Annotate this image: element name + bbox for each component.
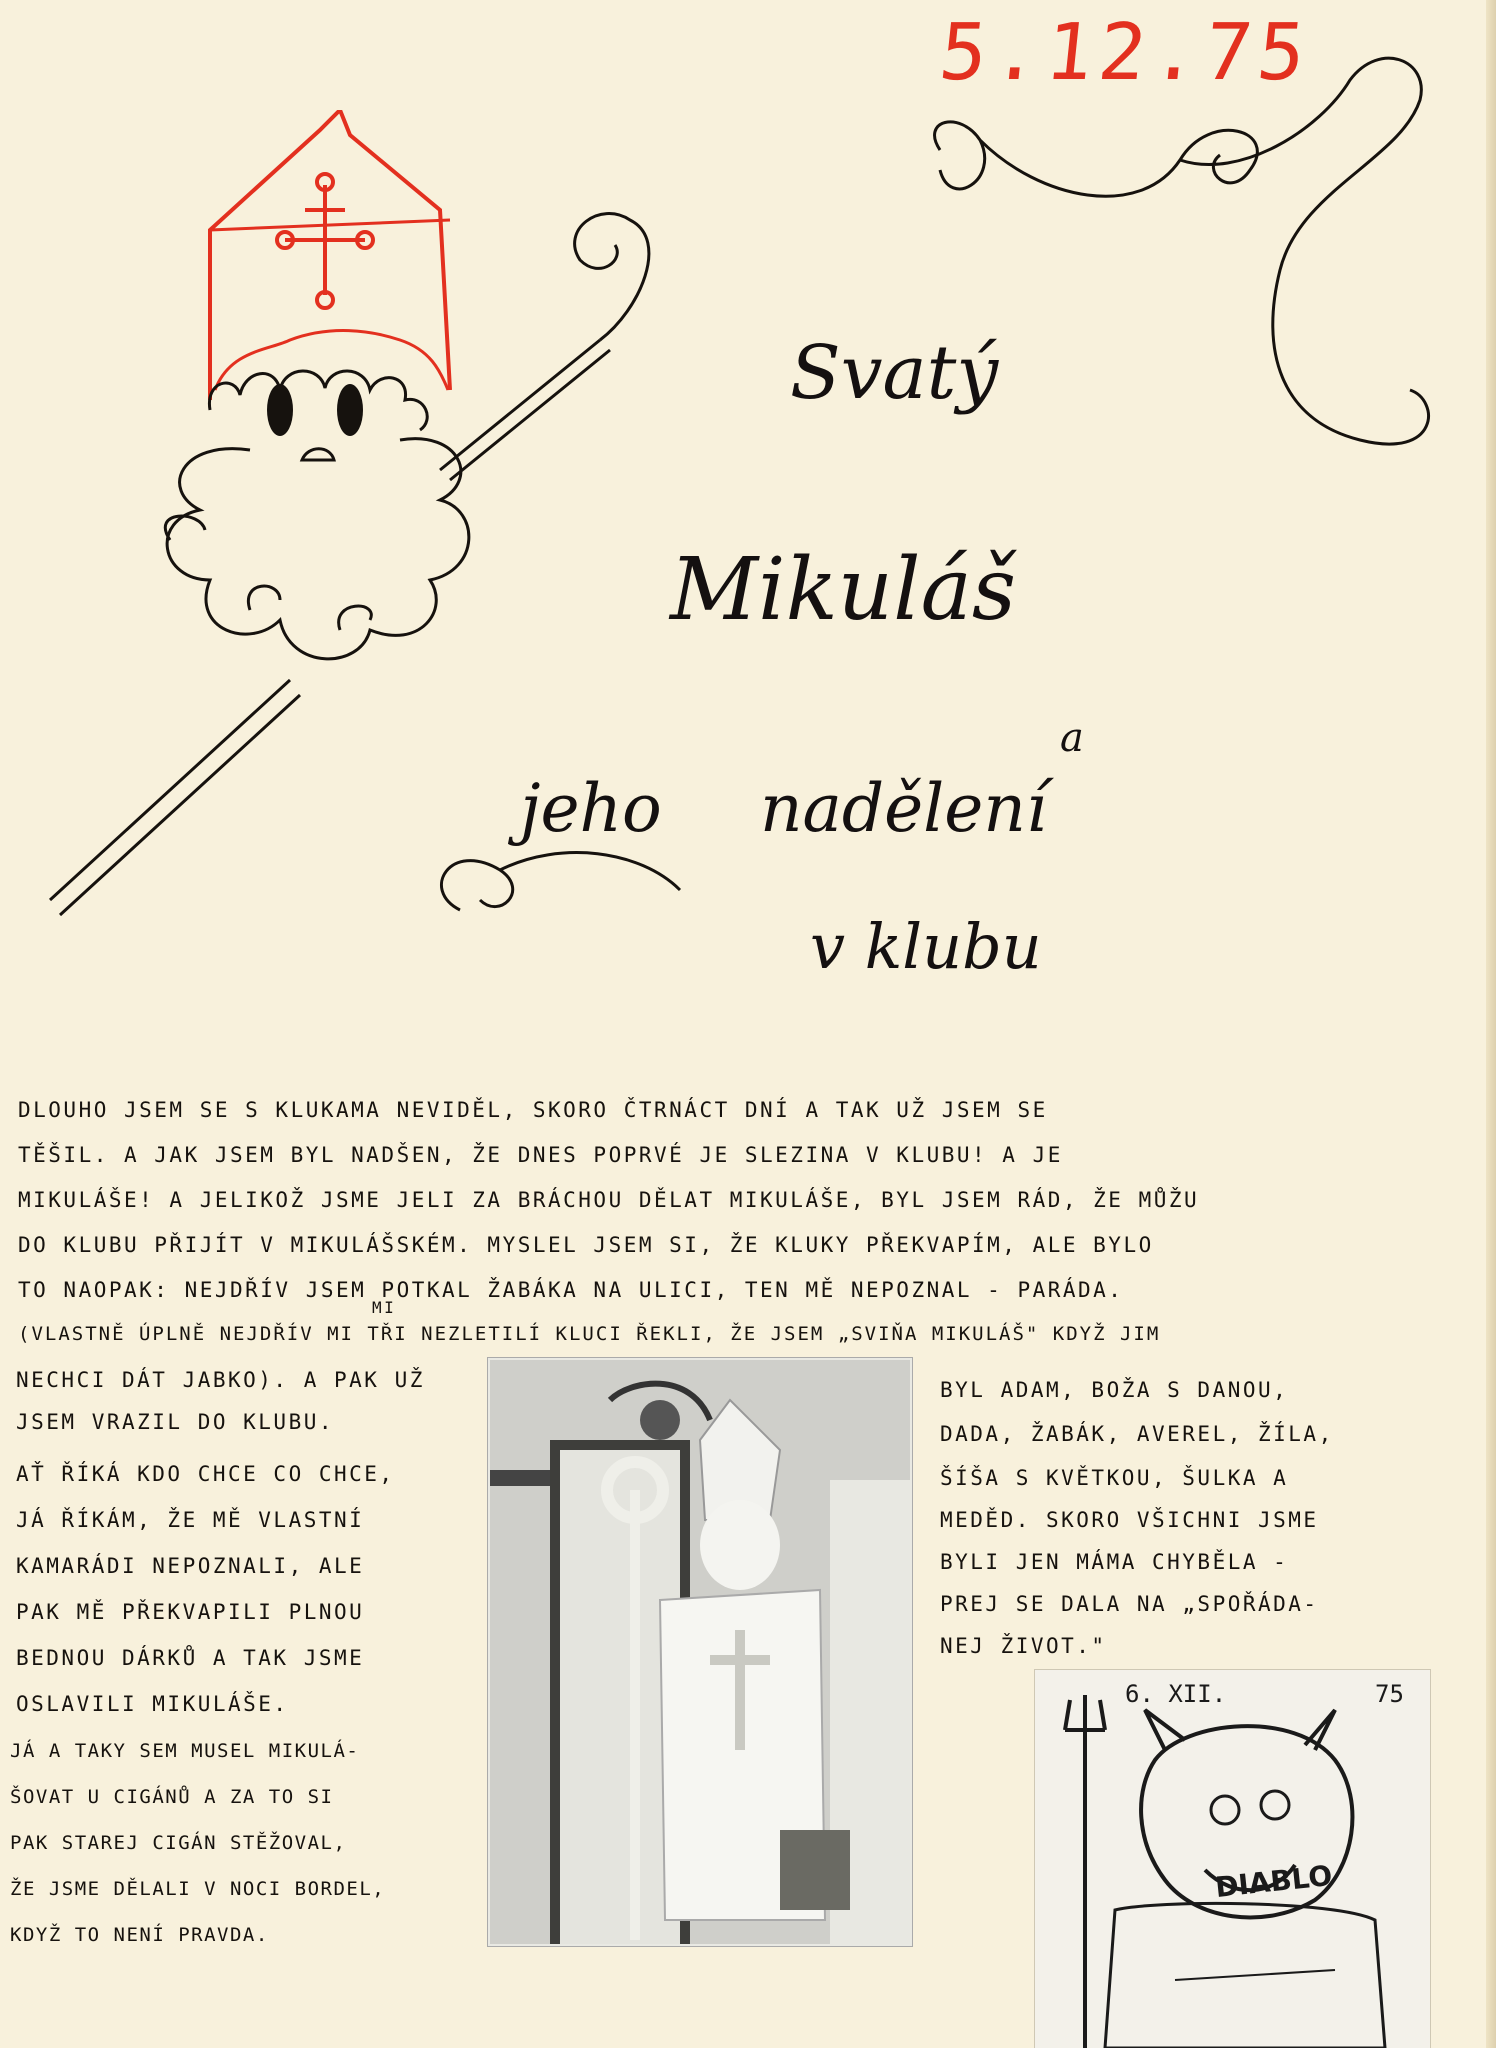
text-line: MIKULÁŠE! A JELIKOŽ JSME JELI ZA BRÁCHOU DĚLAT MIKULÁŠE, BYL JSEM RÁD, ŽE MŮŽU <box>18 1188 1200 1212</box>
title-line-4b: nadělení <box>760 770 1047 847</box>
title-line-3: a <box>1060 715 1084 761</box>
text-line: TĚŠIL. A JAK JSEM BYL NADŠEN, ŽE DNES POPRVÉ JE SLEZINA V KLUBU! A JE <box>18 1143 1063 1167</box>
sketch-year: 75 <box>1375 1680 1404 1708</box>
text-line: ŽE JSME DĚLALI V NOCI BORDEL, <box>10 1878 386 1900</box>
text-line: PAK STAREJ CIGÁN STĚŽOVAL, <box>10 1832 347 1854</box>
photo-mikulas <box>488 1358 912 1946</box>
text-line: ŠÍŠA S KVĚTKOU, ŠULKA A <box>940 1466 1289 1490</box>
title-line-1: Svatý <box>790 330 999 416</box>
text-line: PREJ SE DALA NA „SPOŘÁDA- <box>940 1592 1319 1616</box>
diablo-banner: DIABLO <box>1213 1858 1334 1905</box>
text-line: (VLASTNĚ ÚPLNĚ NEJDŘÍV MI TŘI NEZLETILÍ KLUCI ŘEKLI, ŽE JSEM „SVIŇA MIKULÁŠ" KDYŽ JIM <box>18 1323 1161 1345</box>
text-line: TO NAOPAK: NEJDŘÍV JSEM POTKAL ŽABÁKA NA ULICI, TEN MĚ NEPOZNAL - PARÁDA. <box>18 1278 1124 1302</box>
text-line: DLOUHO JSEM SE S KLUKAMA NEVIDĚL, SKORO ČTRNÁCT DNÍ A TAK UŽ JSEM SE <box>18 1098 1048 1122</box>
text-line: BYL ADAM, BOŽA S DANOU, <box>940 1378 1289 1402</box>
text-line: DADA, ŽABÁK, AVEREL, ŽÍLA, <box>940 1422 1334 1446</box>
text-line: OSLAVILI MIKULÁŠE. <box>16 1692 289 1716</box>
text-line: JSEM VRAZIL DO KLUBU. <box>16 1410 335 1434</box>
flourish-ornament <box>920 40 1480 540</box>
text-line: KDYŽ TO NENÍ PRAVDA. <box>10 1924 269 1946</box>
title-line-2: Mikuláš <box>670 540 1016 640</box>
text-line: DO KLUBU PŘIJÍT V MIKULÁŠSKÉM. MYSLEL JSEM SI, ŽE KLUKY PŘEKVAPÍM, ALE BYLO <box>18 1233 1154 1257</box>
title-swirl <box>420 800 820 940</box>
text-line: BYLI JEN MÁMA CHYBĚLA - <box>940 1550 1289 1574</box>
page-edge <box>1486 0 1496 2048</box>
text-line: BEDNOU DÁRKŮ A TAK JSME <box>16 1646 365 1670</box>
inserted-word: MI <box>372 1298 397 1317</box>
text-line: PAK MĚ PŘEKVAPILI PLNOU <box>16 1600 365 1624</box>
title-line-5: v klubu <box>810 910 1042 983</box>
sketch-date: 6. XII. <box>1125 1680 1227 1708</box>
text-line: NECHCI DÁT JABKO). A PAK UŽ <box>16 1368 425 1392</box>
text-line: KAMARÁDI NEPOZNALI, ALE <box>16 1554 365 1578</box>
diablo-sketch <box>1035 1670 1430 2048</box>
page-date: 5.12.75 <box>935 8 1316 98</box>
text-line: JÁ ŘÍKÁM, ŽE MĚ VLASTNÍ <box>16 1508 365 1532</box>
text-line: NEJ ŽIVOT." <box>940 1634 1107 1658</box>
text-line: JÁ A TAKY SEM MUSEL MIKULÁ- <box>10 1740 360 1762</box>
title-line-4a: jeho <box>520 770 662 847</box>
text-line: MEDĚD. SKORO VŠICHNI JSME <box>940 1508 1319 1532</box>
text-line: AŤ ŘÍKÁ KDO CHCE CO CHCE, <box>16 1462 395 1486</box>
text-line: ŠOVAT U CIGÁNŮ A ZA TO SI <box>10 1786 334 1808</box>
